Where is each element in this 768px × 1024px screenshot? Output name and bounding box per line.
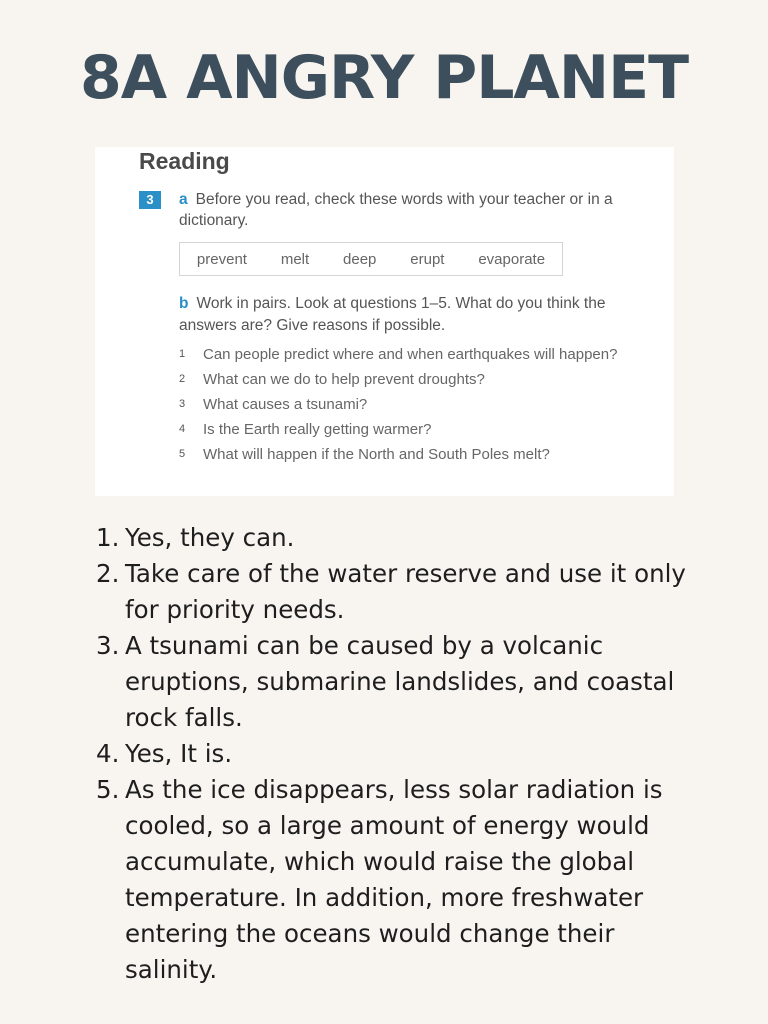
- question-list: [179, 344, 649, 469]
- question-text: Can people predict where and when earthquakes will happen?: [203, 346, 618, 363]
- question-number: 1: [179, 348, 186, 360]
- exercise-number-badge: 3: [139, 191, 161, 209]
- instruction-a-text: Before you read, check these words with your teacher or in a dictionary.: [179, 191, 613, 229]
- vocabulary-word: prevent: [196, 250, 247, 268]
- answer-number: 1.: [96, 523, 120, 552]
- textbook-excerpt: [95, 147, 674, 496]
- answer-text: Yes, they can.: [125, 523, 295, 552]
- vocabulary-box: [179, 242, 563, 276]
- question-text: What causes a tsunami?: [203, 396, 368, 413]
- answer-number: 5.: [96, 775, 120, 804]
- instruction-b-text: Work in pairs. Look at questions 1–5. What do you think the answers are? Give reasons if possible.: [179, 295, 606, 334]
- page-title: 8A ANGRY PLANET: [80, 43, 688, 113]
- question-item: [179, 444, 649, 465]
- instruction-b-letter: b: [179, 295, 189, 312]
- answer-item: [96, 556, 696, 628]
- question-item: [179, 394, 649, 415]
- vocabulary-word: melt: [280, 250, 310, 268]
- question-item: [179, 369, 649, 390]
- answer-text: As the ice disappears, less solar radiation is cooled, so a large amount of energy would accumulate, which would raise the global temperature. In addition, more freshwater entering the oceans would change their salinity.: [125, 775, 663, 984]
- question-item: [179, 419, 649, 440]
- answer-item: [96, 736, 696, 772]
- instruction-a: [179, 189, 619, 231]
- reading-heading: Reading: [139, 148, 230, 174]
- answer-number: 2.: [96, 559, 120, 588]
- question-text: Is the Earth really getting warmer?: [203, 421, 432, 438]
- answer-text: Yes, It is.: [125, 739, 233, 768]
- question-number: 5: [179, 448, 186, 460]
- answer-text: A tsunami can be caused by a volcanic eruptions, submarine landslides, and coastal rock falls.: [125, 631, 675, 732]
- answer-list: [96, 520, 696, 988]
- vocabulary-word: erupt: [410, 250, 445, 268]
- answer-item: [96, 772, 696, 988]
- answer-text: Take care of the water reserve and use it only for priority needs.: [125, 559, 686, 624]
- question-text: What will happen if the North and South Poles melt?: [203, 446, 550, 463]
- question-number: 3: [179, 398, 186, 410]
- answer-number: 4.: [96, 739, 120, 768]
- instruction-a-letter: a: [179, 191, 188, 208]
- question-number: 2: [179, 373, 186, 385]
- answer-number: 3.: [96, 631, 120, 660]
- instruction-b: [179, 293, 649, 337]
- answer-item: [96, 520, 696, 556]
- question-item: [179, 344, 649, 365]
- question-text: What can we do to help prevent droughts?: [203, 371, 485, 388]
- question-number: 4: [179, 423, 186, 435]
- vocabulary-word: deep: [343, 250, 377, 268]
- vocabulary-word: evaporate: [478, 250, 546, 268]
- answer-item: [96, 628, 696, 736]
